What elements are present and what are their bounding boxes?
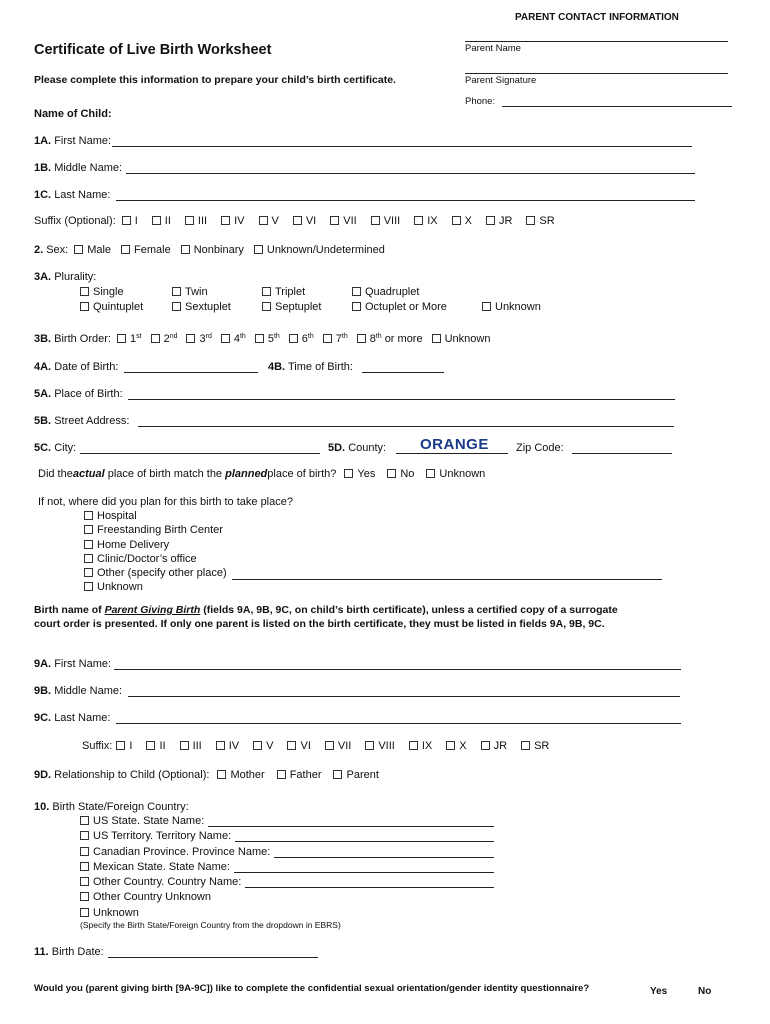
contact-heading: PARENT CONTACT INFORMATION [515,12,679,23]
option-label: Octuplet or More [365,301,447,313]
option-label: Clinic/Doctor’s office [97,552,197,565]
phone-label: Phone: [465,96,496,107]
parent-suffix-option-iii[interactable] [180,740,202,752]
other-place-field[interactable] [232,579,662,580]
parent-suffix-option-i[interactable] [116,740,132,752]
plurality-option-septuplet[interactable] [262,301,321,313]
option-label: US Territory. Territory Name: [93,830,232,843]
birth-state-option-4[interactable] [80,876,241,888]
parent-middle-name-field[interactable] [128,696,680,697]
option-label: Other Country. Country Name: [93,876,242,889]
option-label: Twin [185,286,208,298]
option-label: Hospital [97,510,137,522]
checkbox-icon[interactable] [172,302,181,311]
checkbox-icon[interactable] [74,245,83,254]
option-label: Yes [357,468,376,480]
plurality-label: 3A. Plurality: [34,271,97,283]
yes-option[interactable]: Yes [650,986,668,997]
checkbox-icon[interactable] [446,741,455,750]
checkbox-icon[interactable] [180,741,189,750]
q4b-label: 4B. Time of Birth: [268,361,353,373]
checkbox-icon[interactable] [289,334,298,343]
option-label: VII [343,215,357,227]
plurality-option-octuplet-or-more[interactable] [352,301,447,313]
match-option-unknown[interactable] [426,468,485,480]
checkbox-icon[interactable] [151,334,160,343]
planned-option-2[interactable] [84,539,684,553]
q5b-label: 5B. Street Address: [34,415,130,427]
option-label: X [464,215,472,227]
checkbox-icon[interactable] [181,245,190,254]
checkbox-icon[interactable] [526,216,535,225]
q1c-label: 1C. Last Name: [34,189,111,201]
birth-state-row-2 [80,846,580,861]
county-value: ORANGE [420,436,489,453]
birth-state-option-3[interactable] [80,861,230,873]
planned-question: If not, where did you plan for this birth to take place? [38,496,293,508]
q1a-label: 1A. First Name: [34,135,112,147]
checkbox-icon[interactable] [80,831,89,840]
birth-state-row-3 [80,861,580,876]
checkbox-icon[interactable] [262,302,271,311]
final-question: Would you (parent giving birth [9A-9C]) like to complete the confidential sexual orientation/gender identity questionnaire? [34,983,590,994]
checkbox-icon[interactable] [293,216,302,225]
option-label: V [266,740,274,752]
plurality-option-quintuplet[interactable] [80,301,143,313]
parent-suffix-option-jr[interactable] [481,740,507,752]
checkbox-icon[interactable] [186,334,195,343]
q9c-label: 9C. Last Name: [34,712,111,724]
planned-option-3[interactable] [84,553,684,567]
q5a-label: 5A. Place of Birth: [34,388,123,400]
relationship-row: 9D. Relationship to Child (Optional): Mother Father Parent [34,769,379,781]
planned-option-1[interactable] [84,524,684,538]
relationship-option-mother[interactable] [217,769,264,781]
checkbox-icon[interactable] [84,554,93,563]
checkbox-icon[interactable] [330,216,339,225]
checkbox-icon[interactable] [84,582,93,591]
parent-suffix-option-x[interactable] [446,740,466,752]
birth-order-option-3[interactable]: 3rd [186,333,211,345]
option-label: I [129,740,133,752]
birth-order-option-1[interactable]: 1st [117,333,142,345]
birth-state-field-1[interactable] [235,841,494,842]
sex-row: 2. Sex: Male Female Nonbinary Unknown/Undetermined [34,244,385,256]
option-label: No [400,468,415,480]
q5d-label: 5D. County: [328,442,387,454]
parent-suffix-option-iv[interactable] [216,740,239,752]
option-label: Unknown [93,906,139,919]
birth-state-option-0[interactable] [80,815,204,827]
checkbox-icon[interactable] [80,862,89,871]
parent-birth-date-field[interactable] [108,957,318,958]
checkbox-icon[interactable] [333,770,342,779]
option-label: Other Country Unknown [93,891,211,904]
phone-line[interactable] [502,106,732,107]
birth-state-field-2[interactable] [274,857,494,858]
suffix-option-sr[interactable] [526,215,554,227]
option-label: Other (specify other place) [97,567,227,580]
plurality-option-sextuplet[interactable] [172,301,231,313]
option-label: Quadruplet [365,286,420,298]
checkbox-icon[interactable] [80,302,89,311]
checkbox-icon[interactable] [486,216,495,225]
checkbox-icon[interactable] [117,334,126,343]
birth-order-option-4[interactable]: 4th [221,333,246,345]
option-label: Male [87,244,112,256]
parent-suffix-option-ix[interactable] [409,740,432,752]
checkbox-icon[interactable] [146,741,155,750]
parent-note-line1: Birth name of Parent Giving Birth (fields 9A, 9B, 9C, on child’s birth certificate), unless a certified copy of a surrogate [34,604,618,616]
parent-suffix-option-ii[interactable] [146,740,165,752]
option-label: VIII [383,215,401,227]
option-label: Nonbinary [193,244,244,256]
birth-state-option-5[interactable] [80,891,211,903]
suffix-option-vi[interactable] [293,215,316,227]
option-label: IX [421,740,433,752]
q4a-label: 4A. Date of Birth: [34,361,119,373]
checkbox-icon[interactable] [217,770,226,779]
checkbox-icon[interactable] [352,287,361,296]
time-of-birth-field[interactable] [362,372,444,373]
parent-suffix-option-viii[interactable] [365,740,395,752]
birth-order-option-unknown[interactable] [432,333,491,345]
suffix-option-x[interactable] [452,215,472,227]
option-label: VI [300,740,311,752]
planned-option-5[interactable] [84,581,684,595]
checkbox-icon[interactable] [80,892,89,901]
suffix-option-viii[interactable] [371,215,401,227]
child-heading: Name of Child: [34,108,112,120]
q9a-label: 9A. First Name: [34,658,112,670]
checkbox-icon[interactable] [122,216,131,225]
option-label: Quintuplet [93,301,144,313]
birth-state-row-4 [80,876,580,891]
birth-order-option-7[interactable]: 7th [323,333,348,345]
checkbox-icon[interactable] [84,540,93,549]
checkbox-icon[interactable] [277,770,286,779]
date-of-birth-field[interactable] [124,372,258,373]
checkbox-icon[interactable] [80,287,89,296]
option-label: US State. State Name: [93,815,205,827]
birth-order-row: 3B. Birth Order: 1st 2nd 3rd 4th 5th 6th 7th 8th or more Unknown [34,333,491,345]
suffix-option-ix[interactable] [414,215,437,227]
checkbox-icon[interactable] [414,216,423,225]
sex-option-0[interactable] [74,244,111,256]
option-label: Triplet [275,286,306,298]
option-label: Father [289,769,322,781]
checkbox-icon[interactable] [80,816,89,825]
parent-suffix-option-vi[interactable] [287,740,310,752]
parent-signature-line[interactable] [465,73,728,74]
checkbox-icon[interactable] [259,216,268,225]
suffix-option-iii[interactable] [185,215,207,227]
suffix-label: Suffix (Optional): [34,215,116,227]
suffix-option-ii[interactable] [152,215,171,227]
birth-state-field-0[interactable] [208,826,494,827]
parent-note-line2: court order is presented. If only one parent is listed on the birth certificate, they must be listed in fields 9A, 9B, 9C. [34,618,605,630]
q10-label: 10. Birth State/Foreign Country: [34,801,189,813]
option-label: Sextuplet [185,301,231,313]
q10-note: (Specify the Birth State/Foreign Country from the dropdown in EBRS) [80,920,341,930]
checkbox-icon[interactable] [84,525,93,534]
parent-first-name-field[interactable] [114,669,681,670]
city-field[interactable] [80,453,320,454]
checkbox-icon[interactable] [253,741,262,750]
q9b-label: 9B. Middle Name: [34,685,123,697]
birth-order-option-5[interactable]: 5th [255,333,280,345]
relationship-option-father[interactable] [277,769,322,781]
checkbox-icon[interactable] [152,216,161,225]
checkbox-icon[interactable] [325,741,334,750]
checkbox-icon[interactable] [262,287,271,296]
checkbox-icon[interactable] [84,568,93,577]
option-label: Mexican State. State Name: [93,860,230,873]
option-label: IV [234,215,245,227]
birth-order-option-6[interactable]: 6th [289,333,314,345]
parent-name-line[interactable] [465,41,728,42]
option-label: Freestanding Birth Center [97,524,223,537]
checkbox-icon[interactable] [172,287,181,296]
checkbox-icon[interactable] [426,469,435,478]
instructions: Please complete this information to prepare your child’s birth certificate. [34,74,396,86]
plurality-option-quadruplet[interactable] [352,286,419,298]
option-label: X [459,740,467,752]
checkbox-icon[interactable] [216,741,225,750]
option-label: Unknown [439,468,486,480]
option-label: Single [93,286,124,298]
option-label: Unknown [495,301,541,313]
checkbox-icon[interactable] [387,469,396,478]
birth-state-row-1 [80,830,580,845]
checkbox-icon[interactable] [323,334,332,343]
birth-order-option-2[interactable]: 2nd [151,333,178,345]
last-name-field[interactable] [116,200,695,201]
suffix-row [34,215,569,227]
sex-option-1[interactable] [121,244,171,256]
parent-last-name-field[interactable] [116,723,681,724]
parent-suffix-option-v[interactable] [253,740,273,752]
sex-option-3[interactable] [254,244,385,256]
match-question-row: Did the actual place of birth match the planned place of birth? Yes No Unknown [38,468,486,480]
option-label: VII [337,740,352,752]
parent-suffix-row: Suffix: I II III IV V VI VII VIII IX X JR SR [82,740,550,752]
plurality-option-triplet[interactable] [262,286,305,298]
option-label: SR [539,215,555,227]
option-label: Home Delivery [97,538,170,551]
checkbox-icon[interactable] [352,302,361,311]
option-label: Canadian Province. Province Name: [93,845,271,858]
place-of-birth-field[interactable] [128,399,675,400]
checkbox-icon[interactable] [287,741,296,750]
birth-state-field-4[interactable] [245,887,494,888]
planned-option-0[interactable] [84,510,684,524]
match-option-yes[interactable] [344,468,375,480]
suffix-option-i[interactable] [122,215,138,227]
relationship-option-parent[interactable] [333,769,378,781]
option-label: VIII [378,740,395,752]
option-label: II [159,740,166,752]
option-label: Unknown [97,581,143,594]
parent-suffix-option-vii[interactable] [325,740,351,752]
match-option-no[interactable] [387,468,414,480]
option-label: Mother [230,769,265,781]
checkbox-icon[interactable] [185,216,194,225]
parent-suffix-option-sr[interactable] [521,740,549,752]
checkbox-icon[interactable] [521,741,530,750]
zip-field[interactable] [572,453,672,454]
birth-state-option-6[interactable] [80,907,139,919]
option-label: JR [498,215,513,227]
checkbox-icon[interactable] [255,334,264,343]
birth-state-option-1[interactable] [80,830,231,842]
checkbox-icon[interactable] [482,302,491,311]
checkbox-icon[interactable] [371,216,380,225]
birth-state-row-0 [80,815,580,830]
option-label: I [134,215,138,227]
checkbox-icon[interactable] [344,469,353,478]
checkbox-icon[interactable] [357,334,366,343]
suffix-option-jr[interactable] [486,215,512,227]
checkbox-icon[interactable] [116,741,125,750]
option-label: III [192,740,202,752]
suffix-option-v[interactable] [259,215,279,227]
middle-name-field[interactable] [126,173,695,174]
plurality-option-single[interactable] [80,286,124,298]
option-label: IV [228,740,240,752]
option-label: Unknown [444,333,491,345]
option-label: SR [534,740,550,752]
zip-label: Zip Code: [516,442,564,454]
option-label: V [271,215,279,227]
first-name-field[interactable] [112,146,692,147]
checkbox-icon[interactable] [481,741,490,750]
birth-order-option-8[interactable]: 8th or more [357,333,423,345]
checkbox-icon[interactable] [221,334,230,343]
q5c-label: 5C. City: [34,442,77,454]
birth-state-field-3[interactable] [234,872,494,873]
checkbox-icon[interactable] [365,741,374,750]
parent-name-label: Parent Name [465,43,521,54]
checkbox-icon[interactable] [452,216,461,225]
checkbox-icon[interactable] [80,877,89,886]
option-label: II [164,215,171,227]
q11-label: 11. Birth Date: [34,946,104,958]
birth-state-row-5 [80,891,580,906]
birth-state-option-2[interactable] [80,846,270,858]
plurality-option-twin[interactable] [172,286,208,298]
checkbox-icon[interactable] [80,847,89,856]
option-label: Parent [346,769,379,781]
checkbox-icon[interactable] [432,334,441,343]
checkbox-icon[interactable] [121,245,130,254]
suffix-option-iv[interactable] [221,215,244,227]
parent-signature-label: Parent Signature [465,75,537,86]
option-label: JR [493,740,508,752]
option-label: Unknown/Undetermined [266,244,385,256]
page-title: Certificate of Live Birth Worksheet [34,42,272,58]
checkbox-icon[interactable] [221,216,230,225]
checkbox-icon[interactable] [84,511,93,520]
county-field[interactable] [396,453,508,454]
no-option[interactable]: No [698,986,712,997]
suffix-option-vii[interactable] [330,215,356,227]
sex-option-2[interactable] [181,244,244,256]
street-address-field[interactable] [138,426,674,427]
checkbox-icon[interactable] [409,741,418,750]
option-label: VI [305,215,317,227]
option-label: Female [134,244,171,256]
option-label: III [197,215,208,227]
option-label: Septuplet [275,301,322,313]
option-label: IX [427,215,438,227]
q1b-label: 1B. Middle Name: [34,162,123,174]
checkbox-icon[interactable] [254,245,263,254]
plurality-option-unknown[interactable] [482,301,541,313]
checkbox-icon[interactable] [80,908,89,917]
